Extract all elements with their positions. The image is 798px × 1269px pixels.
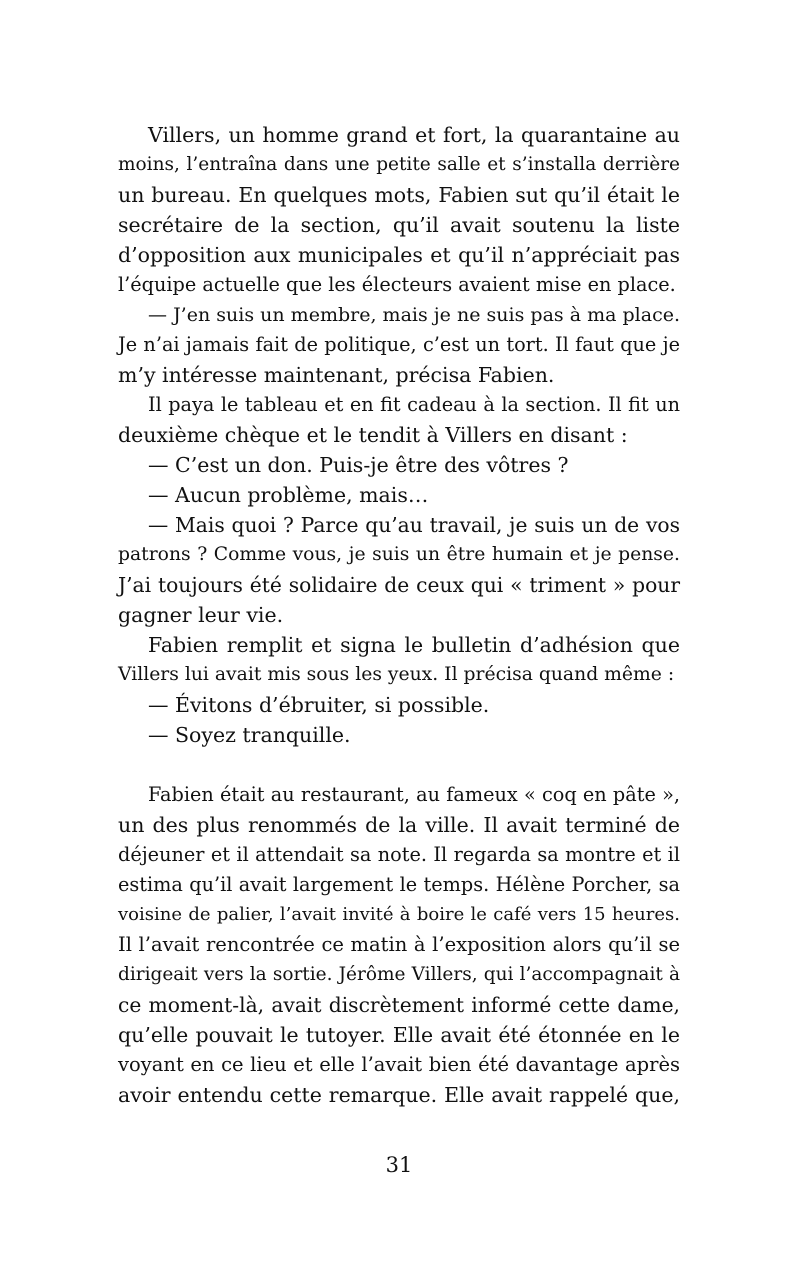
text-line: — Mais quoi ? Parce qu’au travail, je suis un de vos: [148, 513, 680, 537]
text-line: m’y intéresse maintenant, précisa Fabien.: [118, 363, 555, 387]
text-line: voyant en ce lieu et elle l’avait bien été davantage après: [118, 1053, 680, 1076]
text-line: estima qu’il avait largement le temps. Hélène Porcher, sa: [118, 873, 680, 896]
text-line: l’équipe actuelle que les électeurs avaient mise en place.: [118, 273, 676, 296]
text-line: un des plus renommés de la ville. Il avait terminé de: [118, 813, 680, 837]
text-line: déjeuner et il attendait sa note. Il regarda sa montre et il: [118, 843, 680, 866]
text-line: patrons ? Comme vous, je suis un être humain et je pense.: [118, 544, 680, 565]
text-line: Villers, un homme grand et fort, la quarantaine au: [148, 123, 680, 147]
text-line: J’ai toujours été solidaire de ceux qui « triment » pour: [118, 573, 680, 597]
text-line: avoir entendu cette remarque. Elle avait rappelé que,: [118, 1083, 680, 1107]
text-line: d’opposition aux municipales et qu’il n’appréciait pas: [118, 243, 680, 267]
text-line: un bureau. En quelques mots, Fabien sut qu’il était le: [118, 183, 680, 207]
text-line: — Aucun problème, mais…: [148, 483, 429, 507]
text-line: — C’est un don. Puis-je être des vôtres ?: [148, 453, 569, 477]
text-line: Il l’avait rencontrée ce matin à l’exposition alors qu’il se: [118, 933, 680, 956]
text-line: gagner leur vie.: [118, 603, 284, 627]
text-line: Il paya le tableau et en fit cadeau à la section. Il fit un: [148, 393, 680, 416]
text-line: dirigeait vers la sortie. Jérôme Villers, qui l’accompagnait à: [118, 964, 680, 985]
text-line: — Soyez tranquille.: [148, 723, 351, 747]
text-line: secrétaire de la section, qu’il avait soutenu la liste: [118, 213, 680, 237]
text-line: — J’en suis un membre, mais je ne suis pas à ma place.: [148, 304, 680, 326]
text-line: Villers lui avait mis sous les yeux. Il précisa quand même :: [118, 664, 675, 685]
text-line: deuxième chèque et le tendit à Villers en disant :: [118, 423, 628, 447]
text-line: Fabien remplit et signa le bulletin d’adhésion que: [148, 633, 680, 657]
text-line: moins, l’entraîna dans une petite salle et s’installa derrière: [118, 154, 680, 175]
text-line: ce moment-là, avait discrètement informé cette dame,: [118, 993, 680, 1017]
text-line: voisine de palier, l’avait invité à boire le café vers 15 heures.: [118, 904, 680, 925]
page-number: 31: [385, 1153, 413, 1177]
text-line: Je n’ai jamais fait de politique, c’est un tort. Il faut que je: [118, 333, 680, 356]
text-line: — Évitons d’ébruiter, si possible.: [148, 693, 490, 717]
text-line: Fabien était au restaurant, au fameux « coq en pâte »,: [148, 783, 680, 806]
text-line: qu’elle pouvait le tutoyer. Elle avait été étonnée en le: [118, 1023, 680, 1047]
